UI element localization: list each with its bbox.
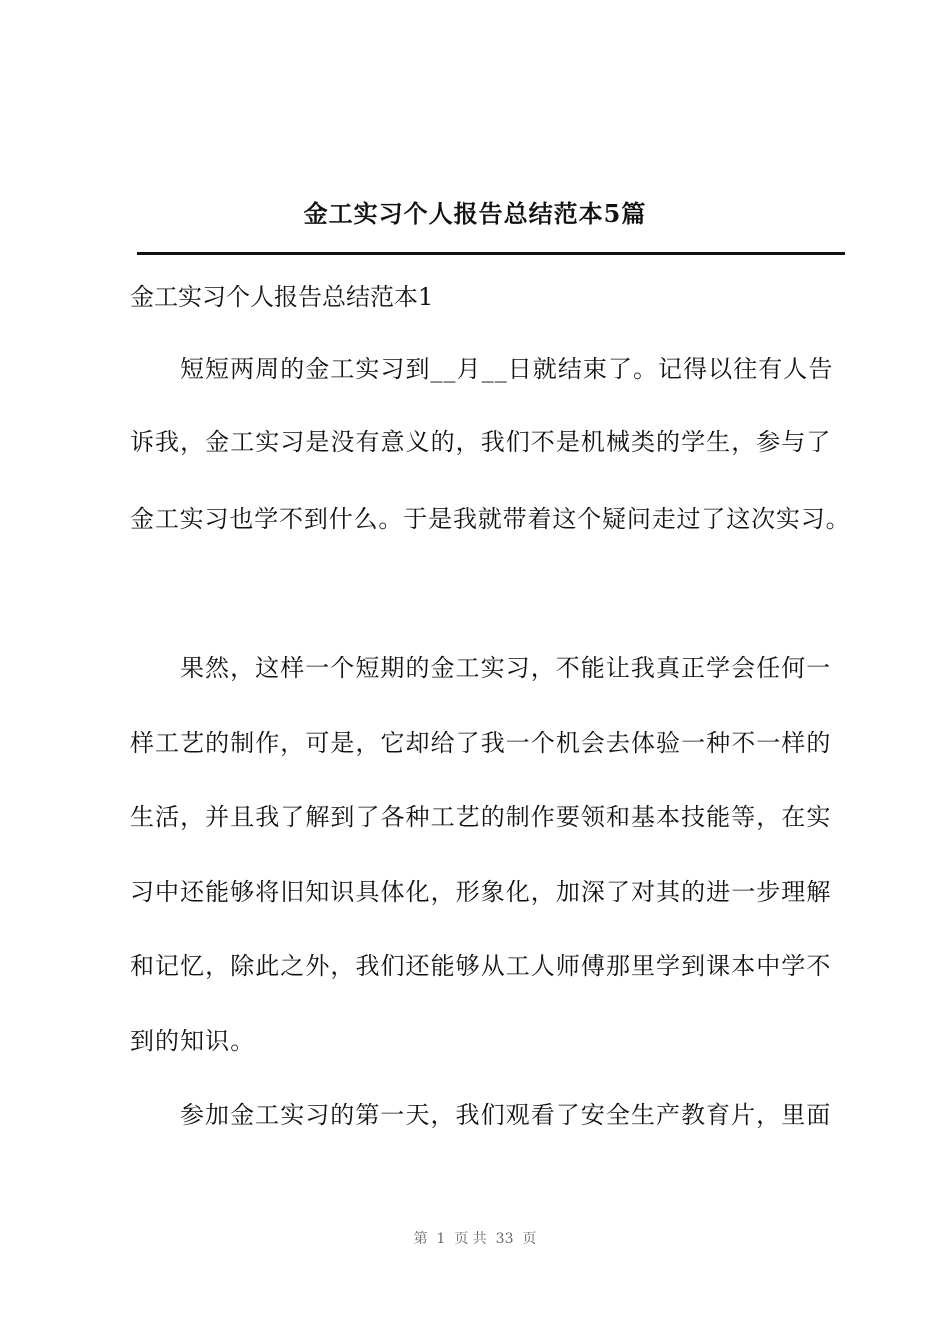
document-title: 金工实习个人报告总结范本5篇 — [303, 199, 647, 228]
paragraph-line: 样工艺的制作，可是，它却给了我一个机会去体验一种不一样的 — [130, 729, 832, 757]
paragraph-line: 参加金工实习的第一天，我们观看了安全生产教育片，里面 — [180, 1101, 832, 1129]
paragraph-line: 生活，并且我了解到了各种工艺的制作要领和基本技能等，在实 — [130, 803, 832, 831]
title-divider — [137, 252, 845, 255]
paragraph-line: 习中还能够将旧知识具体化，形象化，加深了对其的进一步理解 — [130, 878, 832, 906]
paragraph-line: 和记忆，除此之外，我们还能够从工人师傅那里学到课本中学不 — [130, 952, 832, 980]
section-heading: 金工实习个人报告总结范本1 — [130, 283, 434, 311]
paragraph-line: 诉我，金工实习是没有意义的，我们不是机械类的学生，参与了 — [130, 428, 832, 456]
paragraph-line: 短短两周的金工实习到__月__日就结束了。记得以往有人告 — [180, 355, 834, 383]
paragraph-line: 果然，这样一个短期的金工实习，不能让我真正学会任何一 — [180, 654, 832, 682]
paragraph-line: 到的知识。 — [130, 1027, 256, 1055]
paragraph-line: 金工实习也学不到什么。于是我就带着这个疑问走过了这次实习。 — [130, 505, 851, 533]
page-footer: 第 1 页 共 33 页 — [413, 1231, 537, 1247]
